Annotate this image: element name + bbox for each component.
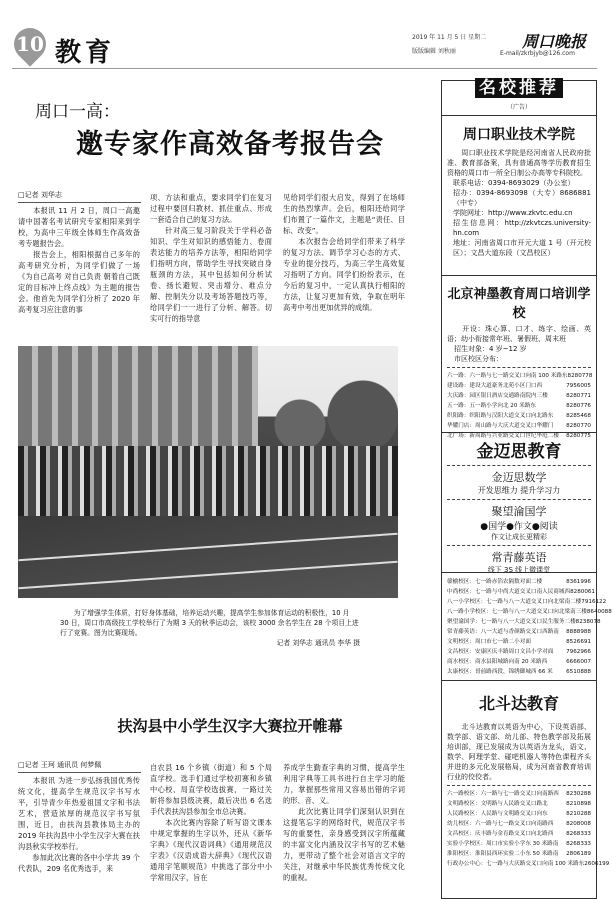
branch-phone: 2806189 (566, 851, 591, 857)
program-slogan: 线下 3S 线上微课堂 (487, 566, 551, 574)
branch-address: 人民路校区：人民路与文明路交叉口向东 (447, 811, 548, 817)
branch-row (447, 819, 591, 829)
article-column: 养成学生勤查字典的习惯，提高学生利用字典等工具书进行自主学习的能力，掌握那些常用又容易出错的字词的形、音、义。 此次比赛让同学们深刻认识到在这提笔忘字的网络时代，规范汉字书写的重要性，亲身感受到汉字所蕴藏的丰富文化内涵及汉字书写的艺术魅力，更带动了整个社会对语言文字的关注，对继承中华民族优秀传统文化的重视。 (283, 763, 405, 882)
branch-address: 六一路：六一路与七一路交叉口向南 100 米路东 (447, 373, 568, 379)
branch-phone: 8280778 (567, 373, 593, 379)
ad-zkvtc (442, 116, 596, 276)
article-column: 本报讯 为进一步弘扬我国优秀传统文化，提高学生规范汉字书写水平，引导青少年热爱祖国文字和书法艺术，营造浓厚的规范汉字书写氛围，近日，由扶沟县教体局主办的 2019 年扶沟县中小学生汉字大赛在扶沟县秋实学校举行。 参加此次比赛的各中小学共 39 个代表队，209 名优秀选手，来 (18, 776, 140, 873)
branch-phone: 8210288 (566, 811, 591, 817)
school-intro: 开设：珠心算、口才、练字、绘画、英语；幼小衔接常年班、暑假班、周末班 招生对象：4 岁~12 岁 市区校区分布： (447, 325, 591, 363)
branch-address: 建设路：建设大道豪务北苑小区门口西 (447, 383, 543, 389)
branch-address: 商水校区：商水县阳城路向南 20 米路西 (447, 659, 548, 665)
branch-row (447, 391, 591, 401)
photo-credit: 记者 刘华志 通讯员 李华 摄 (276, 639, 360, 647)
school-name: 金迈思教育 (476, 442, 562, 462)
program-name: 金迈思数学 (491, 471, 547, 484)
branch-phone: 7962966 (566, 649, 591, 655)
branch-row (447, 657, 591, 667)
branch-row (447, 577, 591, 587)
branch-row (447, 809, 591, 819)
school-name: 北京神墨教育周口培训学校 (447, 287, 591, 321)
article-column: 见给同学们很大启发，得到了在场师生的热烈掌声。会后，相阳还给同学们布置了一篇作文，主题是“责任、目标、改变”。 本次报告会给同学们带来了科学的复习方法、调节学习心态的方式、专业的提分技巧，为高三学生高效复习指明了方向。同学们纷纷表示，在今后的复习中，一定认真执行相阳的方法，让复习更加有效，争取在明年高考中考出更加优异的成绩。 (283, 193, 405, 312)
branch-phone: 8526691 (566, 639, 591, 645)
divider (447, 367, 591, 368)
section-title: 教育 (55, 38, 116, 68)
school-name: 周口职业技术学院 (463, 127, 575, 143)
branch-phone: 8268333 (566, 831, 591, 837)
sidebar-header (442, 78, 596, 116)
address-line: 地址：河南省周口市开元大道 1 号（开元校区）；文昌大道东段（文昌校区） (453, 239, 591, 257)
email: E-mail/zkrbjyb@126.com (500, 50, 575, 57)
branch-address: 行政办公中心：七一路与大庆路交叉口向南 100 米路东 (447, 861, 585, 867)
branch-phone: 8280771 (566, 393, 591, 399)
masthead-logo: 周口晚报 (522, 32, 587, 51)
building (18, 346, 258, 456)
divider (447, 785, 591, 786)
branch-address: 实验小学校区：周口市实验小学东 30 米路南 (447, 841, 559, 847)
ad-beidouda (442, 681, 610, 899)
runners (18, 446, 398, 516)
branch-address: 大庆路：园区银日酒店交通路南院内三楼 (447, 393, 548, 399)
branch-row (447, 849, 591, 859)
branch-row (447, 371, 591, 381)
article-column: 项、方法和重点，要求同学们在复习过程中要回归教材、抓住重点、形成一套适合自己的复习方法。 针对高三复习阶段关于学科必备知识、学生对知识的感悟能力、卷面表达能力的培养方法等，相阳给同学们指明方向，帮助学生寻找突破自身瓶颈的方法，其中包括如何分析试卷、扬长避短、突击增分、难点分解、控制失分以及考场答题技巧等，给同学们一一进行了分析、解答。切实可行的指导意 (150, 193, 272, 323)
branch-phone: 6510888 (566, 669, 591, 675)
article-byline: □记者 王珂 通讯员 何梦佩 (18, 760, 141, 773)
branch-phone: 8268333 (566, 841, 591, 847)
program-name: 聚望淪国学 (491, 505, 547, 518)
school-intro: 周口职业技术学院是经河南省人民政府批准、教育部备案，具有普通高等学历教育招生资格的周口市一所全日制公办高等专科院校。 (447, 149, 591, 177)
contact-line: 联系电话：0394-8693029（办公室） (453, 179, 575, 187)
branch-address: 淮阳校区：淮阳县西环实验二小东 50 米路南 (447, 851, 559, 857)
branch-row (447, 627, 591, 637)
branch-address: 八一小学校区：七一路与八一大道交叉口向北梁南二楼 (447, 599, 582, 605)
jinmaisi-branches (442, 573, 612, 681)
branch-row (447, 617, 601, 627)
branch-row (447, 667, 591, 677)
branch-address: 织阳路：织阳路与汉阳大道交叉口向北路东 (447, 413, 554, 419)
school-name: 北斗达教育 (478, 694, 559, 713)
branch-row (447, 839, 591, 849)
branch-address: 文明路校区：文明路与人民路交叉口路北 (447, 801, 548, 807)
branch-phone: 8361996 (566, 579, 591, 585)
branch-phone: 8208008 (566, 821, 591, 827)
branch-address: 赣榆校区：七一路赤箔农隔数对面二楼 (447, 579, 543, 585)
branch-phone: 8285468 (566, 413, 591, 419)
article-column: 本报讯 11 月 2 日，周口一高邀请中国著名考试研究专家相阳来到学校，为高中三年级全体师生作高效备考专题报告会。 报告会上，相阳根据自己多年的高考研究分析，为同学们做了一场《为自己高考 对自己负责 朝着自己既定的目标冲上终点线》为主题的报告会。他首先为同学们分析了 2020 年高考复习应注意的事 (18, 206, 140, 314)
branch-address: 六一路校区：六一路与七一路交叉口向南路西 (447, 791, 559, 797)
page-number-badge: 10 (7, 21, 52, 66)
header-divider (12, 68, 597, 69)
branch-phone: 8280770 (566, 423, 591, 429)
ad-label: （广告） (506, 104, 531, 111)
branch-row (447, 597, 607, 607)
branch-row (447, 799, 591, 809)
article-column: 自农县 16 个乡镇（街道）和 5 个局直学校。选手们通过学校初赛和乡镇中心校、局直学校选拔赛，一路过关斩将参加县级决赛，最后决出 6 名选手代表扶沟县参加全市总决赛。 本次比赛内容除了听写语文课本中规定掌握的生字以外，还从《新华字典》《现代汉语词典》《通用规范汉字表》《汉语成语大辞典》《现代汉语通用字笔顺规范》中挑选了部分中小学常用汉字，旨在 (150, 763, 272, 882)
article-headline: 扶沟县中小学生汉字大赛拉开帷幕 (117, 717, 343, 735)
program-slogan: ●国学●作文●阅读 (480, 522, 558, 532)
divider (447, 545, 591, 546)
branch-row (447, 401, 591, 411)
branch-address: 文昌校区：庆丰路与金育路交叉口向北路西 (447, 831, 554, 837)
branch-row (447, 829, 591, 839)
ad-sidebar (441, 78, 612, 899)
branch-phone: 8238078 (575, 619, 601, 625)
branch-row (447, 789, 591, 799)
article-kicker: 周口一高： (35, 102, 120, 122)
branch-phone: 8280775 (566, 433, 591, 439)
branch-phone: 8230288 (566, 791, 591, 797)
branch-phone: 8280061 (570, 589, 595, 595)
branch-row (447, 647, 591, 657)
branch-row (447, 607, 612, 617)
branch-address: 八一路小学校区：七一路与八一大道交叉口向北梁南三楼 (447, 609, 587, 615)
branch-address: 常青藤英语：八一大道与香颜路交叉口西路南 (447, 629, 559, 635)
branch-phone: 7916122 (581, 599, 607, 605)
website-link[interactable]: 招生信息网：http://zkvtczs.university-hn.com (453, 219, 591, 237)
branch-phone: 2606199 (584, 861, 610, 867)
branch-row (447, 637, 591, 647)
divider (447, 499, 591, 500)
branch-phone: 8210898 (566, 801, 591, 807)
program-slogan: 开发思维力 提升学习力 (477, 486, 561, 495)
branch-phone: 6666007 (566, 659, 591, 665)
branch-phone: 8888988 (566, 629, 591, 635)
program-name: 常青藤英语 (491, 551, 547, 564)
branch-address: 幼儿校区：六一路与七一路交叉口向南路西 (447, 821, 554, 827)
branch-address: 聚望淪国学：七一路与八一大道交叉口民生服务二楼 (447, 619, 576, 625)
branch-row (447, 411, 591, 421)
ad-shenmo (442, 276, 596, 439)
branch-phone: 8280776 (566, 403, 591, 409)
sports-meet-photo (18, 346, 398, 598)
photo-caption: 为了增强学生体质，打好身体基础，培养运动兴趣，提高学生参加体育运动的积极性，10 月 30 日，周口市高级技工学校举行了为期 3 天的秋季运动会，该校 3000 余名学生在 28 个项目上进行了竞赛。图为比赛现场。 记者 刘华志 通讯员 李华 摄 (60, 609, 360, 647)
branch-row (447, 587, 595, 597)
branch-address: 华耀门店：周山路与大庆大道交叉口华耀门 (447, 423, 554, 429)
branch-address: 文昌校区：安康区庆丰路周口文昌小学对面 (447, 649, 554, 655)
program-slogan: 作文让成长更精彩 (491, 533, 547, 541)
branch-phone: 7956005 (566, 383, 591, 389)
issue-date: 2019 年 11 月 5 日 星期二 (412, 34, 487, 41)
article-headline: 邀专家作高效备考报告会 (76, 129, 384, 160)
branch-row (447, 859, 610, 869)
ad-jinmaisi (442, 433, 596, 573)
branch-address: 北广场：新周路与兴业路交叉口世纪华庭二楼 (447, 433, 559, 439)
contact-line: 招办：0394-8693098（大专）8686881（中专） (453, 189, 591, 207)
branch-address: 文明校区：周口市七一路二小对面 (447, 639, 531, 645)
branch-phone: 8640088 (586, 609, 612, 615)
branch-address: 太康校区：哥前路西段，锦绣御城西 66 米 (447, 669, 553, 675)
branch-address: 五一路：五一路小学向北 20 米路东 (447, 403, 536, 409)
website-link[interactable]: 学院网址：http://www.zkvtc.edu.cn (453, 209, 573, 217)
branch-address: 中尚校区：七一路与中尚大道交叉口南人民商城西 (447, 589, 571, 595)
editor: 版版编辑 刘秋丽 (412, 48, 456, 55)
divider (447, 465, 591, 466)
article-byline: □记者 刘华志 (18, 190, 141, 203)
school-intro: 北斗达教育以英语为中心，下设英语部、数学部、语文部、幼儿部、特色教学部及拓展培训部，现已发展成为以英语为龙头，语文、数学、阿理学堂、碰吧机器人等特色课程齐头并进的多元化发展格局，成为河南省教育培训行业的佼佼者。 (447, 723, 591, 781)
branch-row (447, 421, 591, 431)
branch-row (447, 381, 591, 391)
sidebar-title: 名校推荐 (475, 78, 563, 98)
